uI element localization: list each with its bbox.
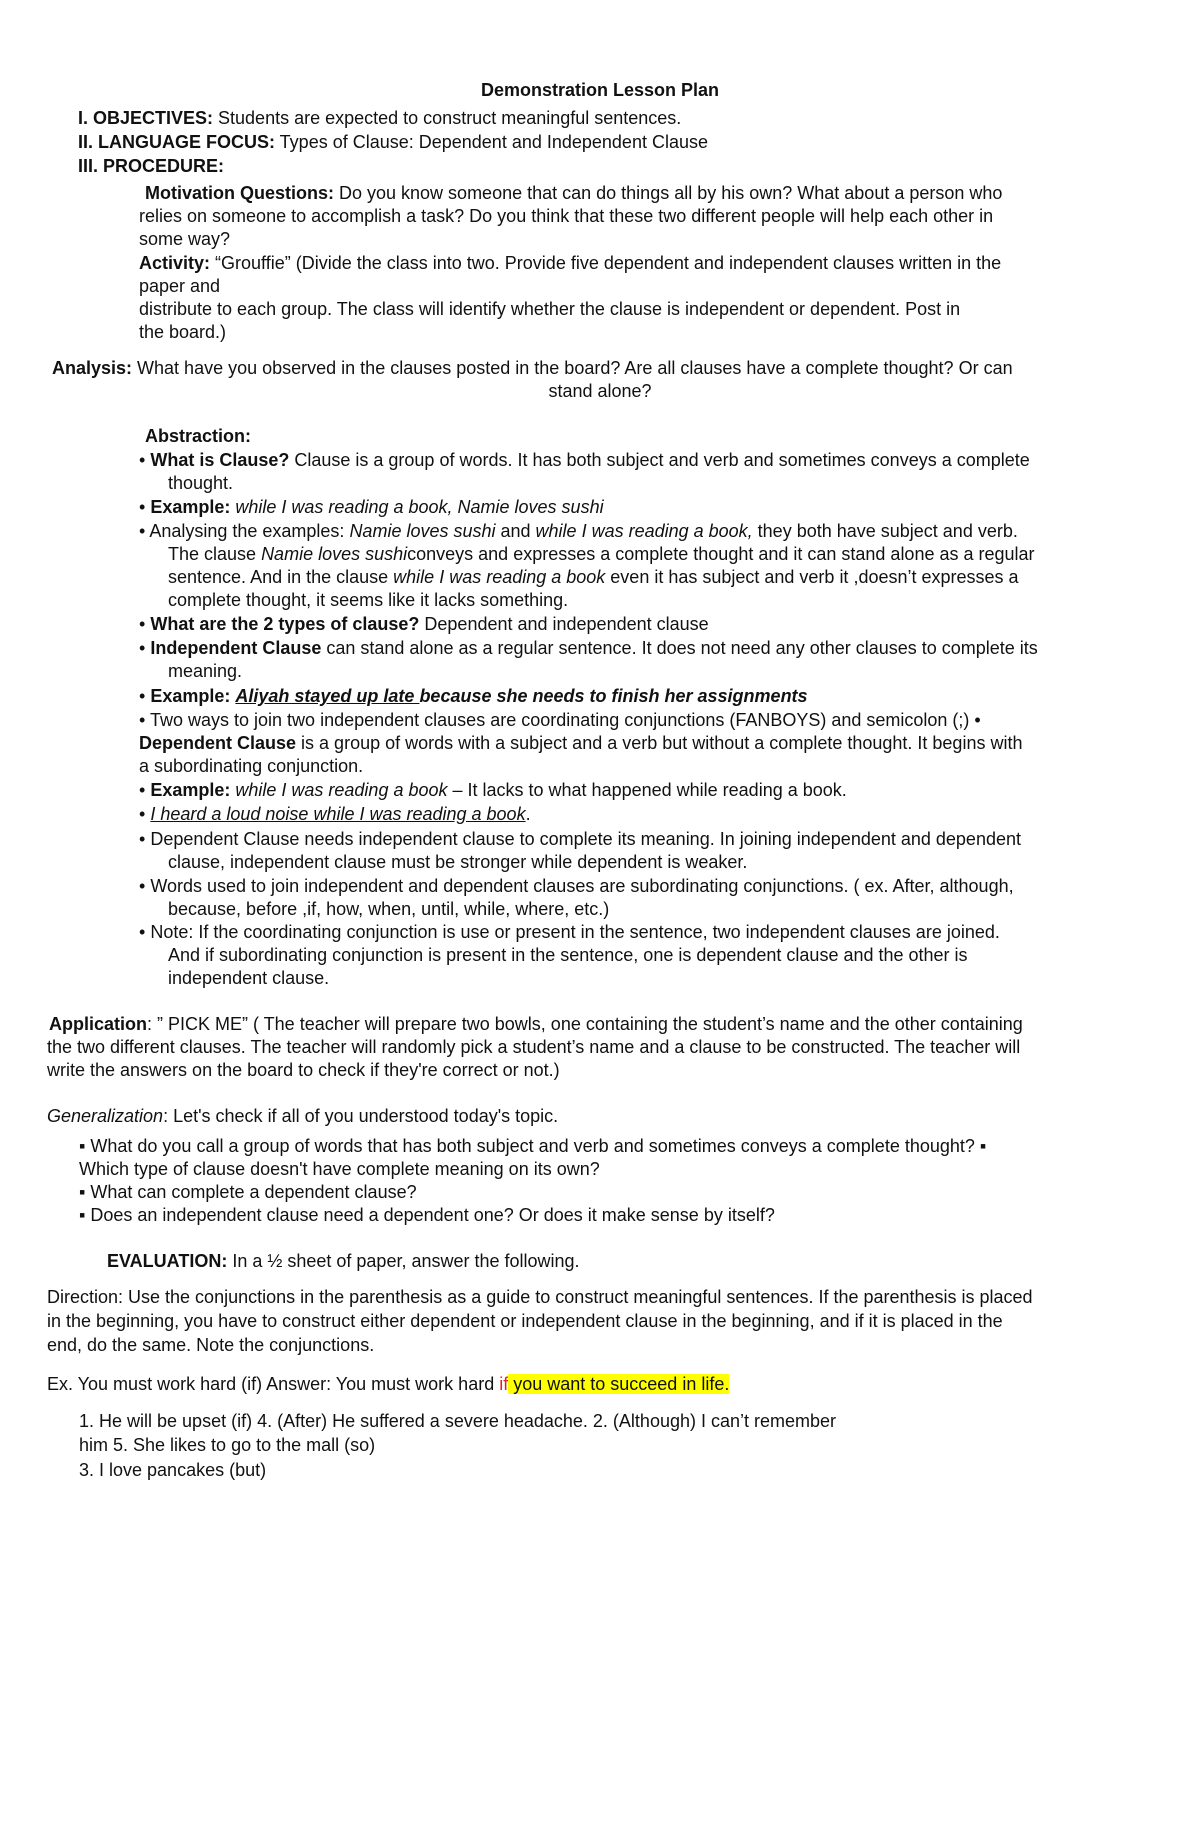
abstraction-bullet-5-cont: meaning.	[168, 661, 243, 681]
abstraction-bullet-10: • Dependent Clause needs independent clause to complete its meaning. In joining independent and dependent	[139, 829, 1021, 849]
analysis-line-1: Analysis: What have you observed in the clauses posted in the board? Are all clauses have a complete thought? Or can	[52, 358, 1013, 378]
abstraction-bullet-11: • Words used to join independent and dependent clauses are subordinating conjunctions. ( ex. After, although,	[139, 876, 1014, 896]
abstraction-bullet-3-line-4: complete thought, it seems like it lacks something.	[168, 590, 569, 610]
abstraction-bullet-10-cont: clause, independent clause must be stronger while dependent is weaker.	[168, 852, 748, 872]
direction-line-3: end, do the same. Note the conjunctions.	[47, 1335, 375, 1355]
evaluation-items-line-1: 1. He will be upset (if) 4. (After) He suffered a severe headache. 2. (Although) I can’t remember	[79, 1411, 837, 1431]
direction-line-2: in the beginning, you have to construct either dependent or independent clause in the beginning, and if it is placed in the	[47, 1311, 1003, 1331]
abstraction-bullet-8: • Example: while I was reading a book – It lacks to what happened while reading a book.	[139, 780, 847, 800]
example-line: Ex. You must work hard (if) Answer: You must work hard if you want to succeed in life.	[47, 1374, 730, 1394]
abstraction-bullet-1: • What is Clause? Clause is a group of words. It has both subject and verb and sometimes conveys a complete	[139, 450, 1030, 470]
motivation-line-3: some way?	[139, 229, 231, 249]
page-title: Demonstration Lesson Plan	[480, 80, 720, 100]
abstraction-bullet-2: • Example: while I was reading a book, Namie loves sushi	[139, 497, 604, 517]
generalization-line: Generalization: Let's check if all of you understood today's topic.	[47, 1106, 559, 1126]
objectives-line: I. OBJECTIVES: Students are expected to construct meaningful sentences.	[78, 108, 682, 128]
application-line-1: Application: ” PICK ME” ( The teacher will prepare two bowls, one containing the student’s name and the other containing	[49, 1014, 1023, 1034]
abstraction-bullet-4: • What are the 2 types of clause? Dependent and independent clause	[139, 614, 709, 634]
evaluation-line: EVALUATION: In a ½ sheet of paper, answer the following.	[107, 1251, 580, 1271]
abstraction-bullet-11-cont: because, before ,if, how, when, until, while, where, etc.)	[168, 899, 610, 919]
abstraction-bullet-5: • Independent Clause can stand alone as a regular sentence. It does not need any other clauses to complete its	[139, 638, 1038, 658]
abstraction-bullet-3-line-2: The clause Namie loves sushiconveys and expresses a complete thought and it can stand alone as a regular	[168, 544, 1035, 564]
application-line-2: the two different clauses. The teacher will randomly pick a student’s name and a clause to be constructed. The teacher will	[47, 1037, 1021, 1057]
abstraction-bullet-7: • Two ways to join two independent clauses are coordinating conjunctions (FANBOYS) and semicolon (;) •	[139, 710, 981, 730]
activity-line-4: the board.)	[139, 322, 227, 342]
generalization-question-1: ▪ What do you call a group of words that has both subject and verb and sometimes conveys a complete thought? ▪	[79, 1136, 987, 1156]
abstraction-bullet-12-line-2: And if subordinating conjunction is present in the sentence, one is dependent clause and the other is	[168, 945, 968, 965]
analysis-line-2: stand alone?	[548, 381, 652, 401]
abstraction-bullet-7-line-3: a subordinating conjunction.	[139, 756, 364, 776]
abstraction-bullet-3-line-3: sentence. And in the clause while I was reading a book even it has subject and verb it ,doesn’t expresses a	[168, 567, 1019, 587]
procedure-heading: III. PROCEDURE:	[78, 156, 225, 176]
generalization-question-2: Which type of clause doesn't have complete meaning on its own?	[79, 1159, 600, 1179]
evaluation-items-line-3: 3. I love pancakes (but)	[79, 1460, 267, 1480]
application-line-3: write the answers on the board to check if they're correct or not.)	[47, 1060, 560, 1080]
activity-line-2: paper and	[139, 276, 221, 296]
abstraction-bullet-6: • Example: Aliyah stayed up late because she needs to finish her assignments	[139, 686, 808, 706]
motivation-line-1: Motivation Questions: Do you know someone that can do things all by his own? What about a person who	[145, 183, 1003, 203]
abstraction-bullet-12-line-3: independent clause.	[168, 968, 330, 988]
generalization-question-4: ▪ Does an independent clause need a dependent one? Or does it make sense by itself?	[79, 1205, 775, 1225]
abstraction-heading: Abstraction:	[145, 426, 252, 446]
language-focus-line: II. LANGUAGE FOCUS: Types of Clause: Dependent and Independent Clause	[78, 132, 708, 152]
motivation-line-2: relies on someone to accomplish a task? Do you think that these two different people will help each other in	[139, 206, 994, 226]
activity-line-1: Activity: “Grouffie” (Divide the class into two. Provide five dependent and independent clauses written in the	[139, 253, 1002, 273]
abstraction-bullet-9: • I heard a loud noise while I was reading a book.	[139, 804, 531, 824]
abstraction-bullet-3: • Analysing the examples: Namie loves sushi and while I was reading a book, they both have subject and verb.	[139, 521, 1018, 541]
evaluation-items-line-2: him 5. She likes to go to the mall (so)	[79, 1435, 376, 1455]
abstraction-bullet-7-line-2: Dependent Clause is a group of words with a subject and a verb but without a complete thought. It begins with	[139, 733, 1023, 753]
abstraction-bullet-1-cont: thought.	[168, 473, 234, 493]
abstraction-bullet-12: • Note: If the coordinating conjunction is use or present in the sentence, two independent clauses are joined.	[139, 922, 1000, 942]
activity-line-3: distribute to each group. The class will identify whether the clause is independent or dependent. Post in	[139, 299, 961, 319]
generalization-question-3: ▪ What can complete a dependent clause?	[79, 1182, 417, 1202]
direction-line-1: Direction: Use the conjunctions in the parenthesis as a guide to construct meaningful sentences. If the parenthesis is placed	[47, 1287, 1033, 1307]
